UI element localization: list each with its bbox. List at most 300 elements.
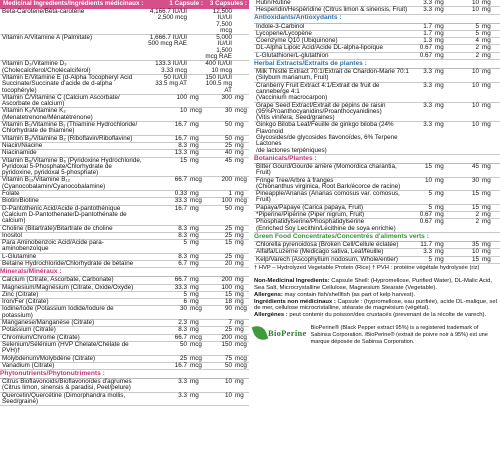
unit-1-capsule: mcg	[190, 107, 202, 115]
ingredient-name: Indole-3-Carbinol	[256, 22, 305, 30]
paragraph-label: Ingrédients non médicinaux :	[254, 298, 336, 305]
ingredient-name: Vitamin B₆/Vitamine B₆ (Pyridoxine Hydrochloride, Pyridoxal 5-Phosphate/Chlorhydrate de pyridoxine, pyridoxal 5-phosphate)	[2, 156, 142, 177]
bioperine-logo	[254, 325, 307, 341]
unit-1-capsule: mg	[190, 283, 199, 291]
amount-3-capsules: 2	[475, 211, 479, 219]
unit-3-capsules: mg	[235, 149, 244, 157]
amount-1-capsule: 8.3	[178, 141, 187, 149]
unit-1-capsule: mg	[435, 121, 444, 129]
bioperine-trademark-note: BioPerine® (Black Pepper extract 95%) is a registered trademark of Sabinsa Corporation. /BioPerine® (extrait de poivre noir à 95%) est une marque déposée de Sabinsa Corporation.	[310, 325, 488, 345]
unit-1-capsule: mg	[435, 218, 444, 226]
header-col2: 3 Capsules :	[209, 0, 247, 8]
amount-3-capsules: 50	[224, 204, 232, 212]
unit-1-capsule: mcg	[190, 340, 202, 348]
unit-1-capsule: mg	[435, 29, 444, 37]
unit-3-capsules: mcg	[235, 305, 247, 313]
unit-1-capsule: mg	[435, 68, 444, 76]
ingredient-name: Vitamin E/Vitamine E (d-Alpha Tocopheryl Acid Succinate/Succinate d'acide de d-alpha tocophéryle)	[2, 73, 133, 94]
ingredient-name: Kelp/Varech (Ascophyllum nodosum, Whole/entier)	[256, 255, 398, 263]
ingredient-name: Hesperidin/Hespéridine (Citrus limon & sinensis, Fruit)	[256, 6, 408, 14]
unit-3-capsules: mg	[482, 255, 491, 263]
ingredient-name: Pineapple/Ananas (Ananas comosus var. comosus, Fruit)	[256, 190, 400, 204]
amount-3-capsules: 45	[471, 162, 479, 170]
ingredient-row	[254, 103, 500, 123]
amount-3-capsules: 150	[221, 340, 232, 348]
unit-1-capsule: mg	[190, 93, 199, 101]
amount-1-capsule: 50 IU/UI 33.5 mg AT	[155, 73, 187, 88]
paragraph-label: Allergènes :	[254, 312, 288, 319]
unit-3-capsules: mg	[235, 239, 244, 247]
section-title: Phytonutrients/Phytonutriments :	[0, 370, 249, 379]
unit-3-capsules: mcg	[235, 176, 247, 184]
unit-1-capsule: mg	[190, 252, 199, 260]
amount-1-capsule: 0.67	[419, 51, 432, 59]
ingredient-name: Inositol	[2, 231, 22, 239]
amount-1-capsule: 16.7	[174, 121, 187, 129]
section-title: Botanicals/Plantes :	[254, 155, 500, 164]
amount-1-capsule: 3.3	[178, 391, 187, 399]
amount-1-capsule: 33.3	[174, 283, 187, 291]
amount-1-capsule: 3.3	[423, 6, 432, 14]
paragraph-text: may contain fish/shellfish (as part of kelp harvest).	[284, 291, 416, 298]
ingredient-name: *Piperine/Pipérine (Piper nigrum, Fruit)	[256, 211, 365, 219]
amount-1-capsule: 15	[424, 162, 432, 170]
unit-1-capsule: mcg	[190, 176, 202, 184]
ingredient-name: Vitamin D₃/Vitamine D₃ (Cholecalciferol/Cholécalciférol)	[2, 60, 91, 74]
ingredient-name: Chromium/Chrome (Citrate)	[2, 333, 80, 341]
amount-1-capsule: 8.3	[178, 326, 187, 334]
ingredient-row	[0, 95, 249, 109]
unit-3-capsules: mg	[235, 319, 244, 327]
amount-1-capsule: 1.7	[423, 22, 432, 30]
amount-1-capsule: 3.3	[423, 81, 432, 89]
amount-3-capsules: 25	[224, 231, 232, 239]
amount-3-capsules: 100	[221, 197, 232, 205]
unit-3-capsules: mg	[235, 134, 244, 142]
amount-3-capsules: 200	[221, 276, 232, 284]
amount-1-capsule: 10	[424, 176, 432, 184]
unit-3-capsules: mg	[235, 224, 244, 232]
ingredient-name: Iodine/Iode (Potassium Iodide/Iodure de potassium)	[2, 305, 114, 319]
amount-3-capsules: 75	[224, 354, 232, 362]
unit-3-capsules: mg	[482, 81, 491, 89]
ingredient-name: Vanadium (Citrate)	[2, 361, 55, 369]
unit-3-capsules: mg	[235, 252, 244, 260]
amount-1-capsule: 0.33	[174, 190, 187, 198]
ingredient-row	[254, 53, 500, 60]
unit-1-capsule	[188, 61, 204, 74]
amount-3-capsules: 15	[471, 190, 479, 198]
unit-1-capsule: mg	[435, 190, 444, 198]
ingredient-row	[0, 379, 249, 393]
amount-3-capsules: 15	[224, 239, 232, 247]
ingredient-row	[0, 108, 249, 122]
amount-3-capsules: 10	[471, 101, 479, 109]
header-col1: 1 Capsule :	[169, 0, 203, 8]
amount-3-capsules: 25	[224, 326, 232, 334]
amount-1-capsule: 16.7	[174, 134, 187, 142]
amount-3-capsules: 10	[471, 68, 479, 76]
unit-1-capsule: mg	[190, 149, 199, 157]
ingredient-name: Manganese/Manganèse (Citrate)	[2, 319, 95, 327]
section-title: Minerals/Minéraux :	[0, 268, 249, 277]
amount-1-capsule: 1.3	[423, 37, 432, 45]
amount-3-capsules: 2	[475, 218, 479, 226]
right-sections	[254, 15, 500, 264]
ingredient-name: Phosphatidylserine/Phosphatidylsérine (Enriched Soy Lecithin/Lécithine de soya enrichie)	[256, 218, 396, 232]
ingredient-name: Biotin/Biotine	[2, 197, 39, 205]
paragraph-text: Capsule Shell: (Hypromellose, Purified Water), DL-Malic Acid, Sea Salt, Microcrystalline Cellulose, Magnesium Stearate (Vegetable).	[254, 277, 493, 291]
amount-3-capsules: 200	[221, 176, 232, 184]
unit-3-capsules: mg	[482, 0, 491, 6]
amount-1-capsule: 0.67	[419, 211, 432, 219]
unit-3-capsules: mg	[482, 218, 491, 226]
ingredient-name: Potassium (Citrate)	[2, 326, 56, 334]
ingredient-row	[0, 61, 249, 75]
continued-rows	[254, 0, 500, 15]
unit-1-capsule: mg	[435, 240, 444, 248]
amount-1-capsule: 8.3	[178, 224, 187, 232]
unit-3-capsules: mg	[235, 298, 244, 306]
ingredient-name: Vitamin B₁₂/Vitamine B₁₂ (Cyanocobalamin/Cyanocobalamine)	[2, 176, 106, 190]
ingredient-row	[0, 122, 249, 136]
amount-3-capsules: 90	[224, 305, 232, 313]
ingredient-name: Grape Seed Extract/Extrait de pépins de raisin (95%Proanthocyanidins/Proanthocyanidines) (Vitis vinifera, Seed/graines)	[256, 101, 386, 122]
unit-3-capsules: mg	[235, 391, 244, 399]
ingredient-name: Niacinamide	[2, 149, 37, 157]
ingredient-row	[0, 393, 249, 407]
amount-3-capsules: 12,500 IU/UI 7,500 mcg	[212, 8, 232, 34]
section-title: Green Food Concentrates/Concentrés d'aliments verts :	[254, 233, 500, 242]
unit-1-capsule: mg	[435, 51, 444, 59]
unit-1-capsule: mcg	[190, 354, 202, 362]
ingredient-name: Alfalfa/Luzerne (Medicago sativa, Leaf/feuille)	[256, 248, 384, 256]
unit-1-capsule: mg	[435, 44, 444, 52]
ingredient-name: L-Glutamine	[2, 252, 37, 260]
amount-3-capsules: 10	[224, 391, 232, 399]
amount-1-capsule: 66.7	[174, 176, 187, 184]
bioperine-logo-text: BioPerine	[268, 328, 307, 339]
ingredient-row	[254, 191, 500, 205]
amount-3-capsules: 50	[224, 134, 232, 142]
unit-1-capsule: mg	[435, 37, 444, 45]
amount-1-capsule: 15	[179, 156, 187, 164]
unit-3-capsules: mcg	[235, 333, 247, 341]
bioperine-block	[254, 325, 500, 345]
amount-1-capsule: 0.67	[419, 44, 432, 52]
section-title: Herbal Extracts/Extraits de plantes :	[254, 60, 500, 69]
ingredient-name: Para Aminobenzoic Acid/Acide para-aminobenzoïque	[2, 239, 104, 253]
unit-1-capsule: mg	[435, 248, 444, 256]
amount-3-capsules: 50	[224, 361, 232, 369]
unit-1-capsule: mg	[190, 224, 199, 232]
amount-1-capsule: 11.7	[420, 240, 432, 248]
amount-3-capsules: 18	[224, 298, 232, 306]
amount-1-capsule: 16.7	[174, 204, 187, 212]
ingredient-name: Molybdenum/Molybdène (Citrate)	[2, 354, 96, 362]
unit-1-capsule: mg	[435, 255, 444, 263]
ingredient-name: Bitter Gourd/Gourde amère (Momordica charantia, Fruit)	[256, 162, 397, 177]
ingredient-row	[0, 226, 249, 233]
ingredient-row	[0, 177, 249, 191]
non-medicinal-paragraph	[254, 278, 500, 292]
amount-3-capsules: 10	[224, 378, 232, 386]
amount-3-capsules: 10	[471, 248, 479, 256]
ingredient-name: Folate	[2, 190, 20, 198]
amount-1-capsule: 1,666.7 IU/UI 500 mcg RAE	[148, 34, 187, 48]
unit-3-capsules: mg	[482, 22, 491, 30]
unit-1-capsule: mg	[435, 162, 444, 170]
unit-3-capsules: mcg	[235, 107, 247, 115]
paragraph-text: Capsule : (hypromellose, eau purifiée), acide DL-malique, sel de mer, cellulose microcristalline, stéarate de magnésium (végétal).	[254, 298, 497, 312]
header-title: Medicinal Ingredients/Ingrédients médicinaux :	[3, 0, 144, 8]
amount-1-capsule: 100	[176, 93, 187, 101]
unit-1-capsule: mg	[190, 378, 199, 386]
unit-1-capsule: mg	[190, 156, 199, 164]
unit-3-capsules: mcg	[235, 340, 247, 348]
amount-3-capsules: 10	[471, 6, 479, 14]
ingredient-name: Fringe Tree/Arbre à franges (Chionanthus virginica, Root Bark/écorce de racine)	[256, 176, 401, 190]
ingredient-row	[0, 306, 249, 320]
unit-1-capsule: mg	[190, 239, 199, 247]
unit-3-capsules: mg	[235, 204, 244, 212]
ingredient-name: Iron/Fer (Citrate)	[2, 298, 49, 306]
amount-1-capsule: 66.7	[174, 333, 187, 341]
ingredient-row	[0, 35, 249, 61]
ingredient-name: Selenium/Sélénium (HVP Chelate/Chélate de PVH)†	[2, 340, 129, 355]
unit-1-capsule	[188, 75, 204, 94]
amount-1-capsule: 3.3	[423, 0, 432, 6]
unit-3-capsules: mg	[482, 121, 491, 129]
amount-1-capsule: 5	[428, 190, 432, 198]
unit-1-capsule: mg	[190, 391, 199, 399]
unit-1-capsule: mcg	[190, 305, 202, 313]
amount-3-capsules: 1	[228, 190, 232, 198]
unit-3-capsules: mg	[235, 378, 244, 386]
unit-1-capsule: mg	[190, 231, 199, 239]
unit-3-capsules: mg	[482, 248, 491, 256]
amount-1-capsule: 1.7	[423, 29, 432, 37]
unit-3-capsules: mg	[235, 283, 244, 291]
amount-3-capsules: 10	[471, 81, 479, 89]
ingredient-row	[254, 164, 500, 178]
ingredient-name: L-Glutathione/L-glutathion	[256, 51, 329, 59]
ingredient-name: Quercetin/Quercétine (Dimorphandra mollis, Seed/graine)	[2, 391, 126, 406]
unit-1-capsule: mg	[435, 203, 444, 211]
unit-3-capsules: mg	[235, 259, 244, 267]
amount-3-capsules: 30	[224, 107, 232, 115]
unit-1-capsule: mcg	[190, 197, 202, 205]
right-column	[254, 0, 500, 346]
unit-1-capsule: mg	[190, 204, 199, 212]
ingredient-name: DL-Alpha Lipoic Acid/Acide DL-alpha-lipoïque	[256, 44, 384, 52]
unit-1-capsule: mcg	[190, 361, 202, 369]
unit-3-capsules: mg	[482, 176, 491, 184]
ingredient-name: Coenzyme Q10 (Ubiquinone)	[256, 37, 338, 45]
non-medicinal-block	[254, 278, 500, 320]
ingredient-name: Ginkgo Biloba Leaf/Feuille de ginkgo biloba (24% Flavonoid Glycosides/de glycosides flavonoïdes, 6% Terpene Lactones /de lactones terpéniques)	[256, 121, 398, 154]
unit-3-capsules: mg	[482, 6, 491, 14]
ingredient-name: Papaya/Papaye (Carica papaya, Fruit)	[256, 203, 364, 211]
unit-3-capsules: mg	[482, 51, 491, 59]
amount-1-capsule: 5	[183, 239, 187, 247]
ingredient-name: Betaine Hydrochloride/Chlorhydrate de bétaïne	[2, 259, 134, 267]
amount-3-capsules: 45	[224, 156, 232, 164]
amount-3-capsules: 25	[224, 252, 232, 260]
amount-3-capsules: 20	[224, 259, 232, 267]
unit-3-capsules: mg	[482, 68, 491, 76]
ingredient-row	[0, 240, 249, 254]
amount-1-capsule: 16.7	[174, 361, 187, 369]
ingredient-name: Zinc (Citrate)	[2, 290, 39, 298]
unit-3-capsules: mg	[482, 29, 491, 37]
unit-3-capsules: mg	[482, 203, 491, 211]
non-medicinal-paragraph	[254, 312, 500, 319]
left-sections	[0, 268, 249, 406]
amount-3-capsules: 7	[228, 319, 232, 327]
amount-1-capsule: 5	[428, 203, 432, 211]
unit-1-capsule: mg	[435, 101, 444, 109]
amount-1-capsule: 2.3	[178, 319, 187, 327]
amount-3-capsules: 2	[475, 44, 479, 52]
unit-3-capsules: mg	[235, 93, 244, 101]
unit-1-capsule: mg	[190, 276, 199, 284]
ingredient-row	[254, 69, 500, 83]
unit-1-capsule: mg	[435, 176, 444, 184]
unit-3-capsules: mg	[235, 231, 244, 239]
ingredient-name: Lycopene/Lycopène	[256, 29, 312, 37]
unit-1-capsule: mg	[435, 211, 444, 219]
amount-1-capsule: 10	[179, 107, 187, 115]
ingredient-name: Vitamin B₂/Vitamine B₂ (Riboflavin/Riboflavine)	[2, 134, 133, 142]
unit-1-capsule: mg	[190, 141, 199, 149]
unit-3-capsules: mg	[235, 121, 244, 129]
ingredient-name: Magnesium/Magnésium (Citrate, Oxide/Oxyde)	[2, 283, 134, 291]
unit-3-capsules: mg	[235, 141, 244, 149]
ingredient-name: Vitamin A/Vitamine A (Palmitate)	[2, 34, 93, 42]
ingredient-name: Calcium (Citrate, Ascorbate, Carbonate)	[2, 276, 114, 284]
ingredient-row	[254, 178, 500, 192]
ingredient-row	[254, 122, 500, 154]
unit-1-capsule: mg	[190, 298, 199, 306]
ingredient-row	[0, 206, 249, 226]
left-column	[0, 0, 249, 406]
amount-3-capsules: 10	[471, 0, 479, 6]
unit-3-capsules: mg	[235, 276, 244, 284]
amount-1-capsule: 25	[179, 354, 187, 362]
ingredient-name: D-Pantothenic Acid/Acide d-pantothénique (Calcium D-Pantothenate/D-pantothénate de calcium)	[2, 204, 127, 225]
amount-3-capsules: 40	[224, 149, 232, 157]
unit-1-capsule: mg	[190, 259, 199, 267]
amount-3-capsules: 150 IU/UI 100.5 mg AT	[205, 73, 232, 94]
unit-1-capsule: mg	[190, 319, 199, 327]
amount-3-capsules: 25	[224, 141, 232, 149]
unit-1-capsule: mg	[435, 6, 444, 14]
amount-1-capsule: 6.7	[178, 259, 187, 267]
unit-3-capsules: mg	[482, 162, 491, 170]
unit-3-capsules: mg	[235, 190, 244, 198]
amount-3-capsules: 15	[471, 203, 479, 211]
amount-3-capsules: 35	[471, 240, 479, 248]
ingredient-row	[254, 219, 500, 233]
unit-1-capsule: mg	[435, 22, 444, 30]
amount-1-capsule: 3.3	[178, 378, 187, 386]
unit-3-capsules	[233, 75, 249, 94]
unit-3-capsules: mg	[482, 211, 491, 219]
ingredient-row	[0, 75, 249, 95]
ingredient-row	[254, 83, 500, 103]
unit-3-capsules: mg	[235, 290, 244, 298]
ingredient-name: Choline (Bitartrate)/Bitartrate de choline	[2, 224, 113, 232]
ingredient-row	[0, 143, 249, 150]
non-medicinal-paragraph	[254, 299, 500, 313]
amount-1-capsule: 33.3	[174, 197, 187, 205]
amount-1-capsule: 133.3 IU/UI 3.33 mcg	[155, 60, 187, 74]
ingredient-row	[0, 158, 249, 178]
ingredient-row	[0, 9, 249, 35]
ingredient-name: Rutin/Rutine	[256, 0, 291, 6]
amount-1-capsule: 13.3	[174, 149, 187, 157]
ingredient-name: Citrus Bioflavonoids/Bioflavonoïdes d'agrumes (Citrus limon, sinensis & paradisi, Peel/pelure)	[2, 378, 132, 392]
ingredient-name: Niacin/Niacine	[2, 141, 43, 149]
ingredient-name: Vitamin K₂/Vitamine K₂ (Menatetrenone/Ménatétrénone)	[2, 107, 93, 121]
unit-1-capsule	[188, 9, 204, 34]
unit-1-capsule: mg	[190, 121, 199, 129]
amount-1-capsule: 3.3	[423, 101, 432, 109]
unit-3-capsules: mcg	[235, 361, 247, 369]
hvp-footnote: † HVP – Hydrolyzed Vegetable Protein (Rice) † PVH : protéine végétale hydrolysée (riz)	[254, 264, 480, 271]
vitamin-rows	[0, 9, 249, 268]
amount-3-capsules: 5	[475, 29, 479, 37]
amount-1-capsule: 8.3	[178, 231, 187, 239]
unit-3-capsules: mg	[482, 240, 491, 248]
ingredient-row	[254, 257, 500, 264]
amount-3-capsules: 100	[221, 283, 232, 291]
amount-3-capsules: 400 IU/UI 10 mcg	[205, 60, 232, 74]
ingredient-row	[0, 342, 249, 356]
unit-1-capsule: mg	[190, 290, 199, 298]
unit-3-capsules: mg	[235, 326, 244, 334]
unit-1-capsule: mg	[435, 0, 444, 6]
unit-3-capsules: mcg	[235, 197, 247, 205]
leaf-icon	[252, 324, 269, 343]
unit-3-capsules: mg	[482, 37, 491, 45]
amount-3-capsules: 30	[471, 176, 479, 184]
non-medicinal-paragraph	[254, 292, 500, 299]
unit-3-capsules	[233, 35, 249, 60]
paragraph-label: Non-Medicinal Ingredients:	[254, 277, 330, 284]
amount-3-capsules: 15	[471, 255, 479, 263]
amount-3-capsules: 200	[221, 333, 232, 341]
amount-3-capsules: 5,000 IU/UI 1,500 mcg RAE	[205, 34, 232, 61]
unit-1-capsule	[188, 35, 204, 60]
unit-3-capsules: mg	[235, 156, 244, 164]
amount-1-capsule: 6	[183, 298, 187, 306]
unit-3-capsules	[233, 9, 249, 34]
amount-1-capsule: 3.3	[423, 248, 432, 256]
amount-1-capsule: 3.3	[423, 121, 432, 129]
ingredient-name: Chlorella pyrenoidosa (Broken Cell/Cellule éclatée)	[256, 240, 399, 248]
amount-3-capsules: 4	[475, 37, 479, 45]
amount-3-capsules: 50	[224, 121, 232, 129]
unit-1-capsule: mcg	[190, 333, 202, 341]
unit-3-capsules: mg	[482, 190, 491, 198]
paragraph-label: Allergens:	[254, 291, 283, 298]
unit-1-capsule: mg	[190, 134, 199, 142]
amount-1-capsule: 8.3	[178, 252, 187, 260]
ingredient-name: Vitamin C/Vitamine C (Calcium Ascorbate/ Ascorbate de calcium)	[2, 93, 120, 108]
unit-3-capsules: mcg	[235, 354, 247, 362]
